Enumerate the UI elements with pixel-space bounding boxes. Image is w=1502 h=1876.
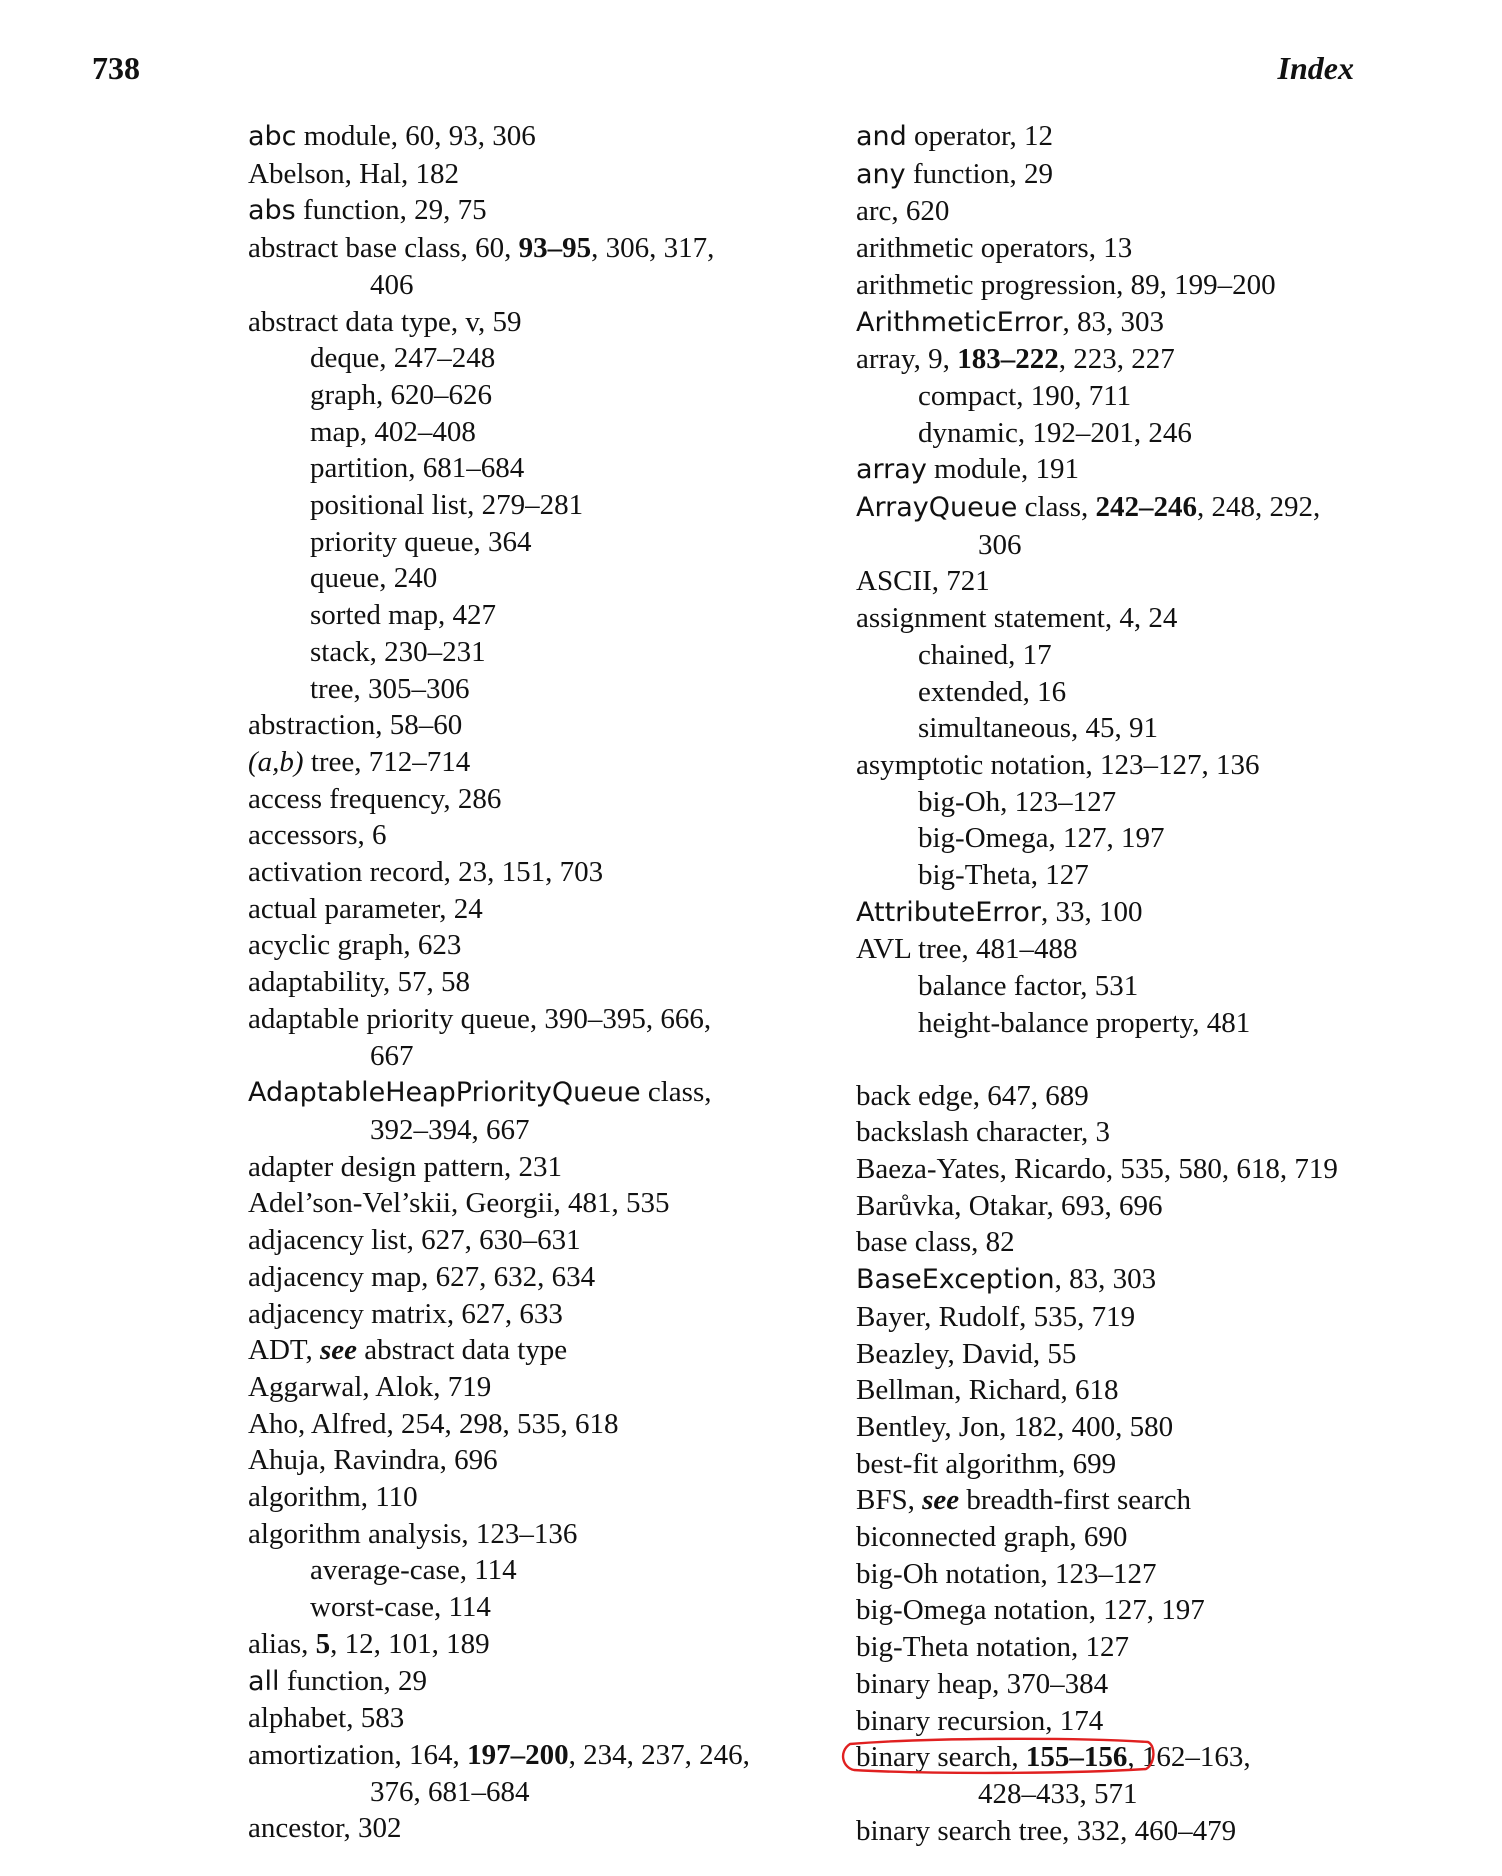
page-header <box>92 50 1354 90</box>
index-subentry: chained, 17 <box>918 638 1052 671</box>
index-subentry: big-Oh, 123–127 <box>918 785 1117 818</box>
index-subentry: priority queue, 364 <box>310 525 532 558</box>
index-subentry: compact, 190, 711 <box>918 379 1132 412</box>
index-entry: adjacency matrix, 627, 633 <box>248 1297 563 1330</box>
index-entry: Bellman, Richard, 618 <box>856 1374 1119 1407</box>
index-entry: Baeza-Yates, Ricardo, 535, 580, 618, 719 <box>856 1152 1338 1185</box>
index-column-left <box>248 118 754 1847</box>
index-entry: (a,b) tree, 712–714 <box>248 745 471 778</box>
index-entry: BaseException, 83, 303 <box>856 1263 1157 1296</box>
index-subentry: tree, 305–306 <box>310 672 470 705</box>
index-entry: algorithm, 110 <box>248 1481 418 1514</box>
index-subentry: worst-case, 114 <box>310 1591 491 1624</box>
index-entry: asymptotic notation, 123–127, 136 <box>856 748 1260 781</box>
index-entry: biconnected graph, 690 <box>856 1521 1128 1554</box>
index-entry: Beazley, David, 55 <box>856 1337 1077 1370</box>
index-subentry: graph, 620–626 <box>310 378 493 411</box>
index-entry: abs function, 29, 75 <box>248 194 487 227</box>
index-subentry: deque, 247–248 <box>310 342 496 375</box>
index-entry: big-Oh notation, 123–127 <box>856 1557 1157 1590</box>
index-entry: best-fit algorithm, 699 <box>856 1447 1117 1480</box>
index-entry: Adel’son-Vel’skii, Georgii, 481, 535 <box>248 1187 670 1220</box>
index-entry: activation record, 23, 151, 703 <box>248 856 604 889</box>
index-entry: abstraction, 58–60 <box>248 709 463 742</box>
page-number: 738 <box>92 50 140 86</box>
index-entry: adaptability, 57, 58 <box>248 966 471 999</box>
index-subentry: partition, 681–684 <box>310 452 525 485</box>
index-entry: BFS, see breadth-first search <box>856 1484 1192 1517</box>
index-entry: ArithmeticError, 83, 303 <box>856 305 1164 338</box>
index-entry: abstract base class, 60, 93–95, 306, 317, 406 <box>248 232 715 301</box>
index-subentry: big-Theta, 127 <box>918 859 1089 892</box>
index-entry: Aggarwal, Alok, 719 <box>248 1370 492 1403</box>
index-entry: algorithm analysis, 123–136 <box>248 1517 578 1550</box>
index-entry: big-Omega notation, 127, 197 <box>856 1594 1205 1627</box>
index-subentry: dynamic, 192–201, 246 <box>918 416 1192 449</box>
index-entry: binary search tree, 332, 460–479 <box>856 1814 1237 1847</box>
index-entry: arithmetic operators, 13 <box>856 232 1133 265</box>
index-entry: big-Theta notation, 127 <box>856 1631 1130 1664</box>
index-entry: Barůvka, Otakar, 693, 696 <box>856 1189 1163 1222</box>
index-entry: Bayer, Rudolf, 535, 719 <box>856 1300 1136 1333</box>
index-entry: actual parameter, 24 <box>248 892 483 925</box>
index-subentry: stack, 230–231 <box>310 635 486 668</box>
letter-group-gap <box>856 1042 1366 1078</box>
index-entry: Abelson, Hal, 182 <box>248 157 460 190</box>
index-entry: back edge, 647, 689 <box>856 1079 1089 1112</box>
index-subentry: big-Omega, 127, 197 <box>918 822 1165 855</box>
index-subentry: extended, 16 <box>918 675 1067 708</box>
index-subentry: positional list, 279–281 <box>310 489 584 522</box>
index-entry: ancestor, 302 <box>248 1812 402 1845</box>
index-entry: adjacency map, 627, 632, 634 <box>248 1260 596 1293</box>
index-entry: Bentley, Jon, 182, 400, 580 <box>856 1410 1174 1443</box>
index-subentry: average-case, 114 <box>310 1554 517 1587</box>
index-entry: all function, 29 <box>248 1664 427 1697</box>
index-entry: alias, 5, 12, 101, 189 <box>248 1627 490 1660</box>
index-entry-highlighted: binary search, 155–156, 162–163, 428–433, 571 <box>856 1739 1366 1812</box>
index-entry: abstract data type, v, 59 <box>248 305 522 338</box>
index-subentry: map, 402–408 <box>310 415 476 448</box>
index-entry: ADT, see abstract data type <box>248 1334 568 1367</box>
index-entry: binary heap, 370–384 <box>856 1667 1109 1700</box>
index-entry: adjacency list, 627, 630–631 <box>248 1224 581 1257</box>
index-entry: assignment statement, 4, 24 <box>856 602 1178 635</box>
running-head: Index <box>1277 50 1354 86</box>
index-entry: adapter design pattern, 231 <box>248 1150 563 1183</box>
index-subentry: queue, 240 <box>310 562 438 595</box>
index-entry: base class, 82 <box>856 1226 1015 1259</box>
index-entry: amortization, 164, 197–200, 234, 237, 246, 376, 681–684 <box>248 1738 750 1808</box>
index-subentry: height-balance property, 481 <box>918 1006 1251 1039</box>
index-entry: and operator, 12 <box>856 120 1054 152</box>
index-subentry: balance factor, 531 <box>918 970 1139 1003</box>
index-entry: arc, 620 <box>856 195 950 228</box>
index-entry: abc module, 60, 93, 306 <box>248 120 536 152</box>
index-entry: binary recursion, 174 <box>856 1704 1104 1737</box>
index-entry: AttributeError, 33, 100 <box>856 895 1143 928</box>
index-column-right <box>856 118 1366 1849</box>
index-entry: accessors, 6 <box>248 819 387 852</box>
index-entry: adaptable priority queue, 390–395, 666, 667 <box>248 1002 712 1072</box>
index-entry: ASCII, 721 <box>856 565 990 598</box>
index-subentry: simultaneous, 45, 91 <box>918 712 1159 745</box>
index-entry: access frequency, 286 <box>248 782 502 815</box>
index-entry: AVL tree, 481–488 <box>856 933 1078 966</box>
index-entry: any function, 29 <box>856 157 1054 190</box>
index-entry: Ahuja, Ravindra, 696 <box>248 1444 498 1477</box>
index-entry: ArrayQueue class, 242–246, 248, 292, 306 <box>856 491 1321 561</box>
index-subentry: sorted map, 427 <box>310 599 497 632</box>
index-entry: array module, 191 <box>856 453 1080 486</box>
index-entry: Aho, Alfred, 254, 298, 535, 618 <box>248 1407 619 1440</box>
index-entry: backslash character, 3 <box>856 1116 1111 1149</box>
index-entry: alphabet, 583 <box>248 1702 405 1735</box>
index-entry: AdaptableHeapPriorityQueue class, 392–394, 667 <box>248 1076 712 1146</box>
index-entry: acyclic graph, 623 <box>248 929 462 962</box>
index-entry: array, 9, 183–222, 223, 227 <box>856 343 1175 376</box>
index-entry: arithmetic progression, 89, 199–200 <box>856 268 1276 301</box>
